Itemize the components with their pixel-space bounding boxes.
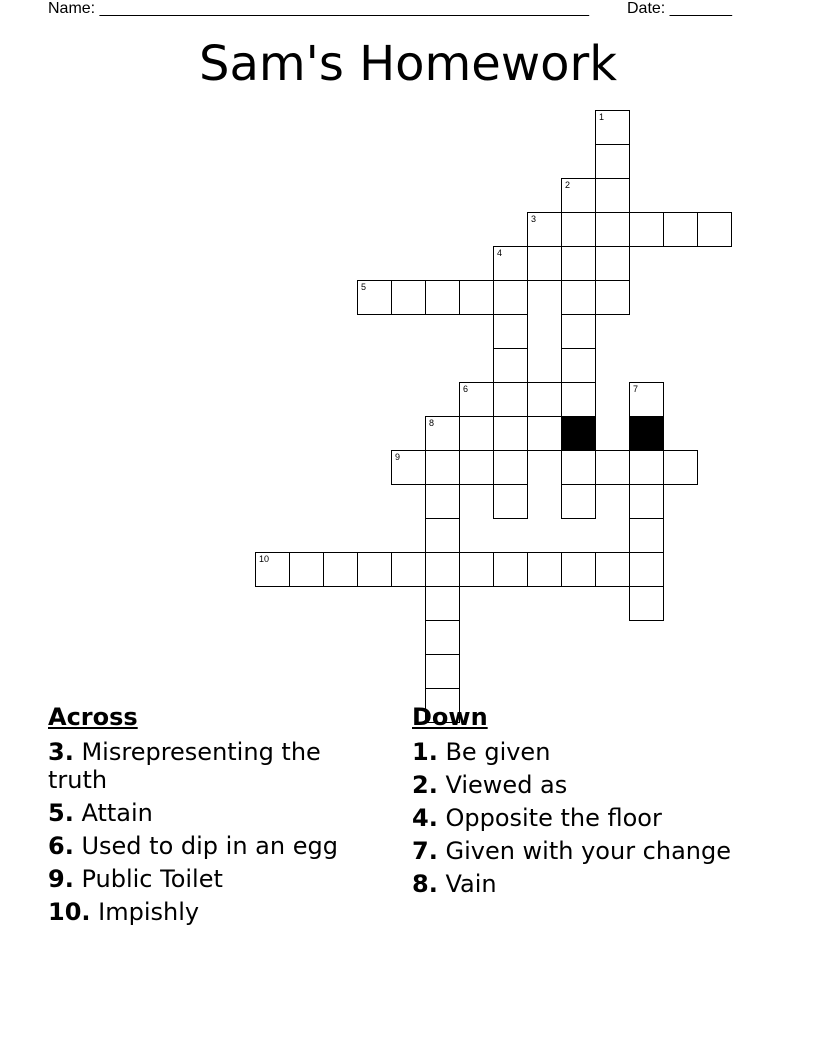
grid-cell[interactable]: [595, 246, 630, 281]
clue-number: 8.: [412, 870, 438, 898]
down-clue: [412, 804, 742, 832]
grid-cell[interactable]: [425, 620, 460, 655]
grid-cell[interactable]: [595, 144, 630, 179]
clue-number: 5.: [48, 799, 74, 827]
down-clues: [412, 702, 742, 903]
grid-cell[interactable]: [493, 314, 528, 349]
date-line: Date: _______: [627, 0, 732, 17]
grid-cell[interactable]: [425, 654, 460, 689]
grid-cell[interactable]: [323, 552, 358, 587]
grid-cell[interactable]: [391, 280, 426, 315]
grid-cell[interactable]: [595, 552, 630, 587]
cell-number: 10: [259, 554, 270, 564]
page-title: Sam's Homework: [198, 36, 617, 92]
grid-cell[interactable]: [459, 450, 494, 485]
grid-cell[interactable]: [561, 382, 596, 417]
grid-cell[interactable]: [629, 518, 664, 553]
grid-cell[interactable]: [493, 552, 528, 587]
across-clue: [48, 898, 378, 926]
clue-number: 6.: [48, 832, 74, 860]
across-clue: [48, 738, 378, 794]
grid-cell[interactable]: [697, 212, 732, 247]
clue-text: Opposite the floor: [445, 804, 662, 832]
grid-cell[interactable]: [289, 552, 324, 587]
down-clue: [412, 738, 742, 766]
grid-cell[interactable]: [561, 450, 596, 485]
clue-number: 2.: [412, 771, 438, 799]
grid-cell[interactable]: [493, 280, 528, 315]
grid-cell[interactable]: [493, 484, 528, 519]
clue-text: Vain: [445, 870, 497, 898]
grid-cell[interactable]: [561, 178, 596, 213]
grid-cell[interactable]: [459, 552, 494, 587]
grid-cell[interactable]: [595, 110, 630, 145]
grid-cell[interactable]: [459, 280, 494, 315]
grid-cell[interactable]: [391, 450, 426, 485]
across-clue: [48, 799, 378, 827]
grid-cell[interactable]: [595, 212, 630, 247]
clue-text: Attain: [81, 799, 153, 827]
grid-cell[interactable]: [629, 484, 664, 519]
grid-cell[interactable]: [493, 246, 528, 281]
cell-number: 2: [565, 180, 571, 190]
clue-number: 3.: [48, 738, 74, 766]
grid-cell[interactable]: [425, 416, 460, 451]
black-cell: [561, 416, 596, 451]
cell-number: 4: [497, 248, 503, 258]
cell-number: 9: [395, 452, 401, 462]
grid-cell[interactable]: [425, 280, 460, 315]
grid-cell[interactable]: [595, 450, 630, 485]
grid-cell[interactable]: [561, 348, 596, 383]
down-clue: [412, 837, 742, 865]
clue-number: 7.: [412, 837, 438, 865]
grid-cell[interactable]: [629, 586, 664, 621]
grid-cell[interactable]: [425, 586, 460, 621]
grid-cell[interactable]: [527, 382, 562, 417]
down-clue: [412, 870, 742, 898]
grid-cell[interactable]: [561, 552, 596, 587]
clue-text: Misrepresenting the truth: [48, 738, 321, 794]
cell-number: 3: [531, 214, 537, 224]
cell-number: 8: [429, 418, 435, 428]
clue-text: Given with your change: [445, 837, 732, 865]
grid-cell[interactable]: [561, 314, 596, 349]
grid-cell[interactable]: [527, 212, 562, 247]
grid-cell[interactable]: [629, 552, 664, 587]
across-clue: [48, 832, 378, 860]
across-clues: [48, 702, 378, 931]
grid-cell[interactable]: [493, 348, 528, 383]
grid-cell[interactable]: [561, 484, 596, 519]
clue-number: 4.: [412, 804, 438, 832]
grid-cell[interactable]: [425, 484, 460, 519]
clue-text: Be given: [445, 738, 551, 766]
grid-cell[interactable]: [425, 518, 460, 553]
grid-cell[interactable]: [629, 212, 664, 247]
grid-cell[interactable]: [561, 246, 596, 281]
grid-cell[interactable]: [493, 416, 528, 451]
clue-text: Viewed as: [445, 771, 568, 799]
grid-cell[interactable]: [527, 416, 562, 451]
grid-cell[interactable]: [595, 178, 630, 213]
clue-number: 9.: [48, 865, 74, 893]
cell-number: 1: [599, 112, 605, 122]
clue-text: Impishly: [98, 898, 200, 926]
grid-cell[interactable]: [561, 280, 596, 315]
grid-cell[interactable]: [425, 552, 460, 587]
grid-cell[interactable]: [629, 382, 664, 417]
grid-cell[interactable]: [595, 280, 630, 315]
grid-cell[interactable]: [357, 280, 392, 315]
grid-cell[interactable]: [527, 552, 562, 587]
name-line: Name: _______________________________________________________: [48, 0, 589, 17]
grid-cell[interactable]: [391, 552, 426, 587]
grid-cell[interactable]: [255, 552, 290, 587]
grid-cell[interactable]: [459, 382, 494, 417]
grid-cell[interactable]: [425, 450, 460, 485]
clue-number: 10.: [48, 898, 91, 926]
grid-cell[interactable]: [493, 450, 528, 485]
grid-cell[interactable]: [663, 450, 698, 485]
down-heading: Down: [412, 703, 488, 731]
grid-cell[interactable]: [357, 552, 392, 587]
grid-cell[interactable]: [629, 450, 664, 485]
cell-number: 7: [633, 384, 639, 394]
clue-number: 1.: [412, 738, 438, 766]
grid-cell[interactable]: [561, 212, 596, 247]
across-heading: Across: [48, 703, 138, 731]
black-cell: [629, 416, 664, 451]
grid-cell[interactable]: [663, 212, 698, 247]
across-clue: [48, 865, 378, 893]
grid-cell[interactable]: [527, 246, 562, 281]
clue-text: Public Toilet: [81, 865, 223, 893]
cell-number: 6: [463, 384, 469, 394]
cell-number: 5: [361, 282, 367, 292]
down-clue: [412, 771, 742, 799]
clue-text: Used to dip in an egg: [81, 832, 338, 860]
grid-cell[interactable]: [493, 382, 528, 417]
